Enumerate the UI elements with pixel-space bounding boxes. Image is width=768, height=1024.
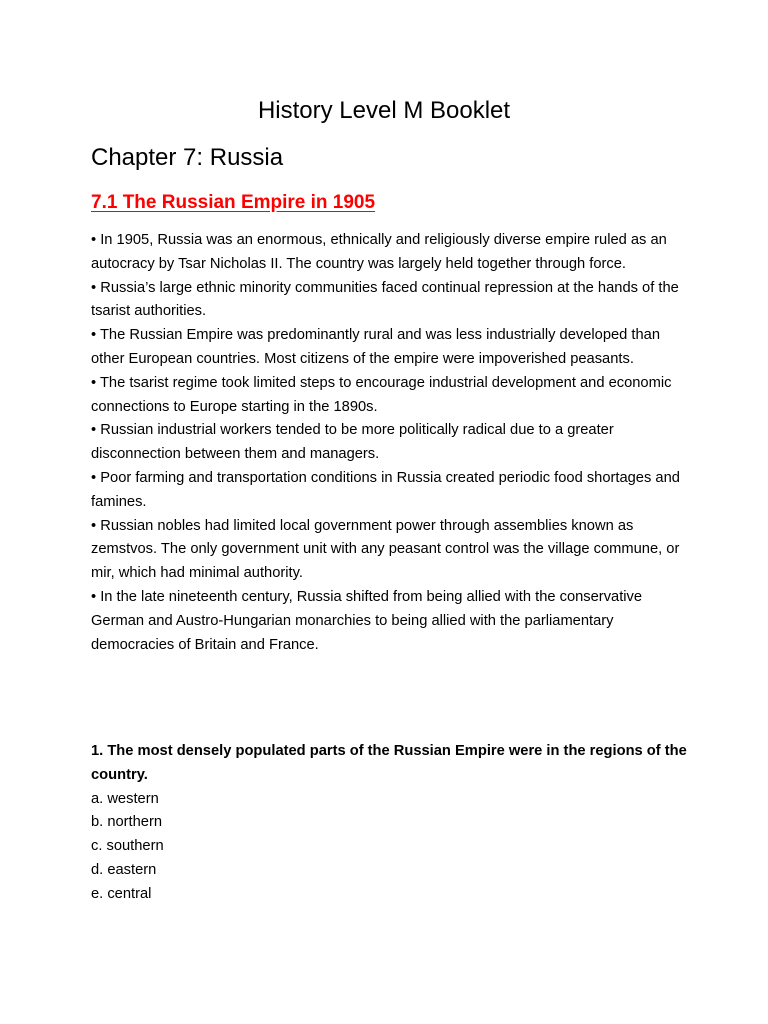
booklet-title: History Level M Booklet bbox=[257, 97, 511, 124]
answer-option: b. northern bbox=[91, 814, 163, 831]
section-title: 7.1 The Russian Empire in 1905 bbox=[91, 192, 376, 213]
bullet-item: • The Russian Empire was predominantly rural and was less industrially developed than other European countries. Most citizens of the empire were impoverished peasants. bbox=[91, 327, 660, 367]
answer-option: a. western bbox=[91, 790, 159, 807]
bullet-item: • In 1905, Russia was an enormous, ethnically and religiously diverse empire ruled as an autocracy by Tsar Nicholas II. The country was largely held together through force. bbox=[91, 232, 667, 272]
bullet-item: • Russian industrial workers tended to be more politically radical due to a greater disconnection between them and managers. bbox=[91, 422, 614, 463]
bullet-item: • In the late nineteenth century, Russia shifted from being allied with the conservative German and Austro-Hungarian monarchies to being allied with the parliamentary democracies of Britain and France. bbox=[91, 588, 643, 653]
question-text: 1. The most densely populated parts of the Russian Empire were in the regions of the country. bbox=[91, 743, 687, 783]
bullet-item: • Poor farming and transportation conditions in Russia created periodic food shortages and famines. bbox=[91, 469, 680, 510]
bullet-item: • Russian nobles had limited local government power through assemblies known as zemstvos. The only government unit with any peasant control was the village commune, or mir, which had minimal authority. bbox=[91, 517, 680, 582]
question-block bbox=[91, 740, 691, 907]
answer-option: d. eastern bbox=[91, 861, 157, 878]
answer-option: e. central bbox=[91, 885, 152, 902]
bullet-list bbox=[91, 229, 691, 657]
bullet-item: • Russia’s large ethnic minority communities faced continual repression at the hands of the tsarist authorities. bbox=[91, 279, 679, 320]
answer-option: c. southern bbox=[91, 838, 164, 855]
bullet-item: • The tsarist regime took limited steps to encourage industrial development and economic connections to Europe starting in the 1890s. bbox=[91, 374, 672, 415]
answer-options bbox=[91, 788, 691, 907]
chapter-title: Chapter 7: Russia bbox=[91, 144, 284, 171]
